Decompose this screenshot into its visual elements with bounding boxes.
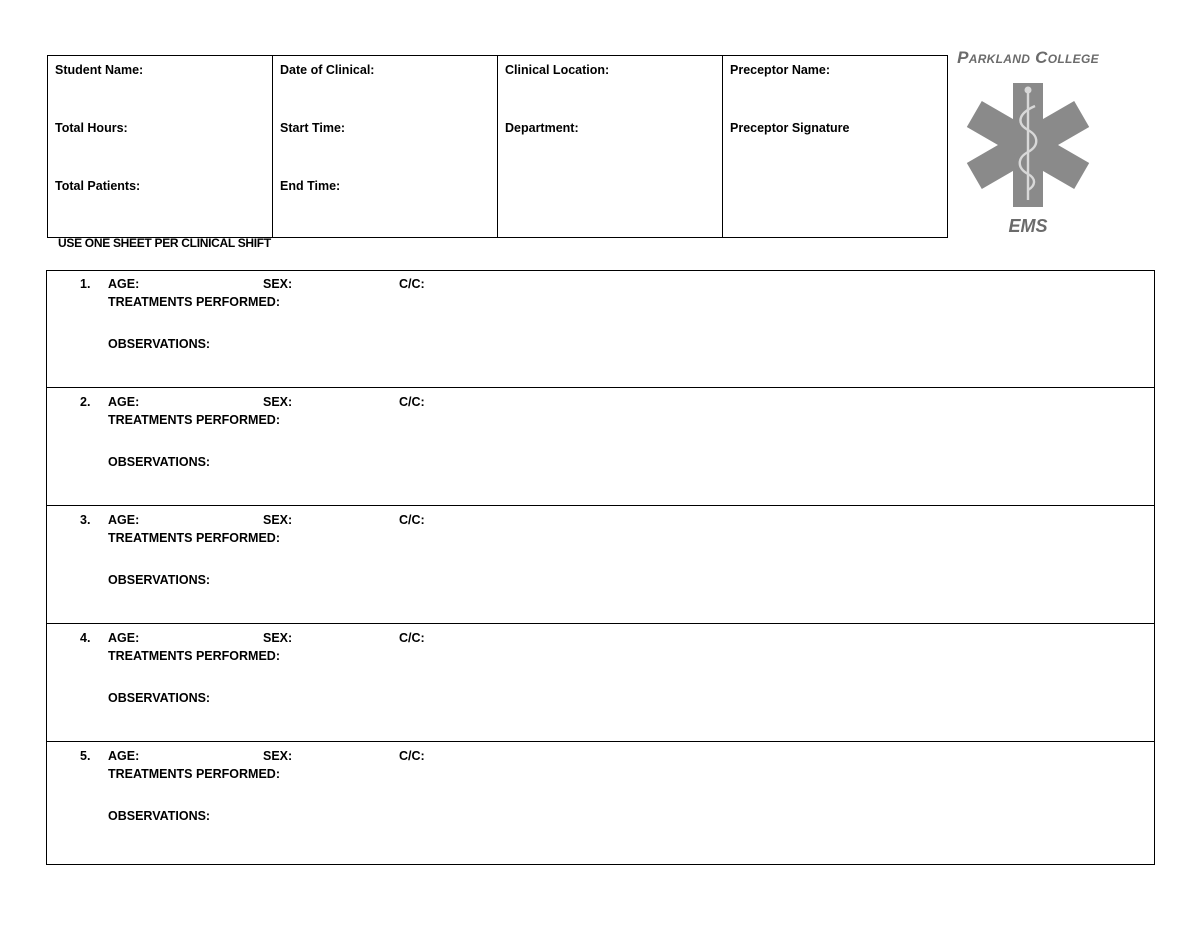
sex-label: SEX: xyxy=(263,277,293,291)
info-column-4 xyxy=(723,56,948,238)
sex-label: SEX: xyxy=(263,513,293,527)
sex-label: SEX: xyxy=(263,631,293,645)
preceptor-signature-field: Preceptor Signature xyxy=(730,121,850,135)
info-column-2 xyxy=(273,56,498,238)
date-of-clinical-field: Date of Clinical: xyxy=(280,63,375,77)
treatments-label: TREATMENTS PERFORMED: xyxy=(108,413,280,427)
treatments-label: TREATMENTS PERFORMED: xyxy=(108,649,280,663)
sex-label: SEX: xyxy=(263,749,293,763)
end-time-field: End Time: xyxy=(280,179,341,193)
chief-complaint-label: C/C: xyxy=(399,395,425,409)
logo-title: Parkland College xyxy=(957,48,1099,67)
chief-complaint-label: C/C: xyxy=(399,749,425,763)
observations-label: OBSERVATIONS: xyxy=(108,455,211,469)
age-label: AGE: xyxy=(108,631,140,645)
patient-number: 3. xyxy=(80,513,91,527)
patient-log xyxy=(46,270,1155,865)
student-name-field: Student Name: xyxy=(55,63,144,77)
star-of-life-icon xyxy=(953,80,1103,210)
patient-number: 4. xyxy=(80,631,91,645)
observations-label: OBSERVATIONS: xyxy=(108,337,211,351)
treatments-label: TREATMENTS PERFORMED: xyxy=(108,531,280,545)
age-label: AGE: xyxy=(108,277,140,291)
patient-number: 2. xyxy=(80,395,91,409)
empty-field xyxy=(505,179,715,237)
info-column-3 xyxy=(498,56,723,238)
patient-entry xyxy=(47,271,1154,388)
observations-label: OBSERVATIONS: xyxy=(108,691,211,705)
observations-label: OBSERVATIONS: xyxy=(108,573,211,587)
start-time-field: Start Time: xyxy=(280,121,346,135)
chief-complaint-label: C/C: xyxy=(399,631,425,645)
patient-entry xyxy=(47,507,1154,624)
patient-entry xyxy=(47,389,1154,506)
patient-entry xyxy=(47,625,1154,742)
clinical-location-field: Clinical Location: xyxy=(505,63,610,77)
age-label: AGE: xyxy=(108,749,140,763)
age-label: AGE: xyxy=(108,395,140,409)
observations-label: OBSERVATIONS: xyxy=(108,809,211,823)
preceptor-name-field: Preceptor Name: xyxy=(730,63,831,77)
patient-entry xyxy=(47,743,1154,860)
chief-complaint-label: C/C: xyxy=(399,513,425,527)
treatments-label: TREATMENTS PERFORMED: xyxy=(108,767,280,781)
chief-complaint-label: C/C: xyxy=(399,277,425,291)
department-field: Department: xyxy=(505,121,579,135)
patient-number: 1. xyxy=(80,277,91,291)
treatments-label: TREATMENTS PERFORMED: xyxy=(108,295,280,309)
clinical-info-table xyxy=(47,55,948,238)
sex-label: SEX: xyxy=(263,395,293,409)
patient-number: 5. xyxy=(80,749,91,763)
age-label: AGE: xyxy=(108,513,140,527)
parkland-ems-logo xyxy=(928,48,1128,243)
total-hours-field: Total Hours: xyxy=(55,121,128,135)
instruction-text: USE ONE SHEET PER CLINICAL SHIFT xyxy=(58,236,271,250)
total-patients-field: Total Patients: xyxy=(55,179,141,193)
info-column-1 xyxy=(48,56,273,238)
empty-field xyxy=(730,179,940,237)
logo-subtitle: EMS xyxy=(1008,216,1048,236)
